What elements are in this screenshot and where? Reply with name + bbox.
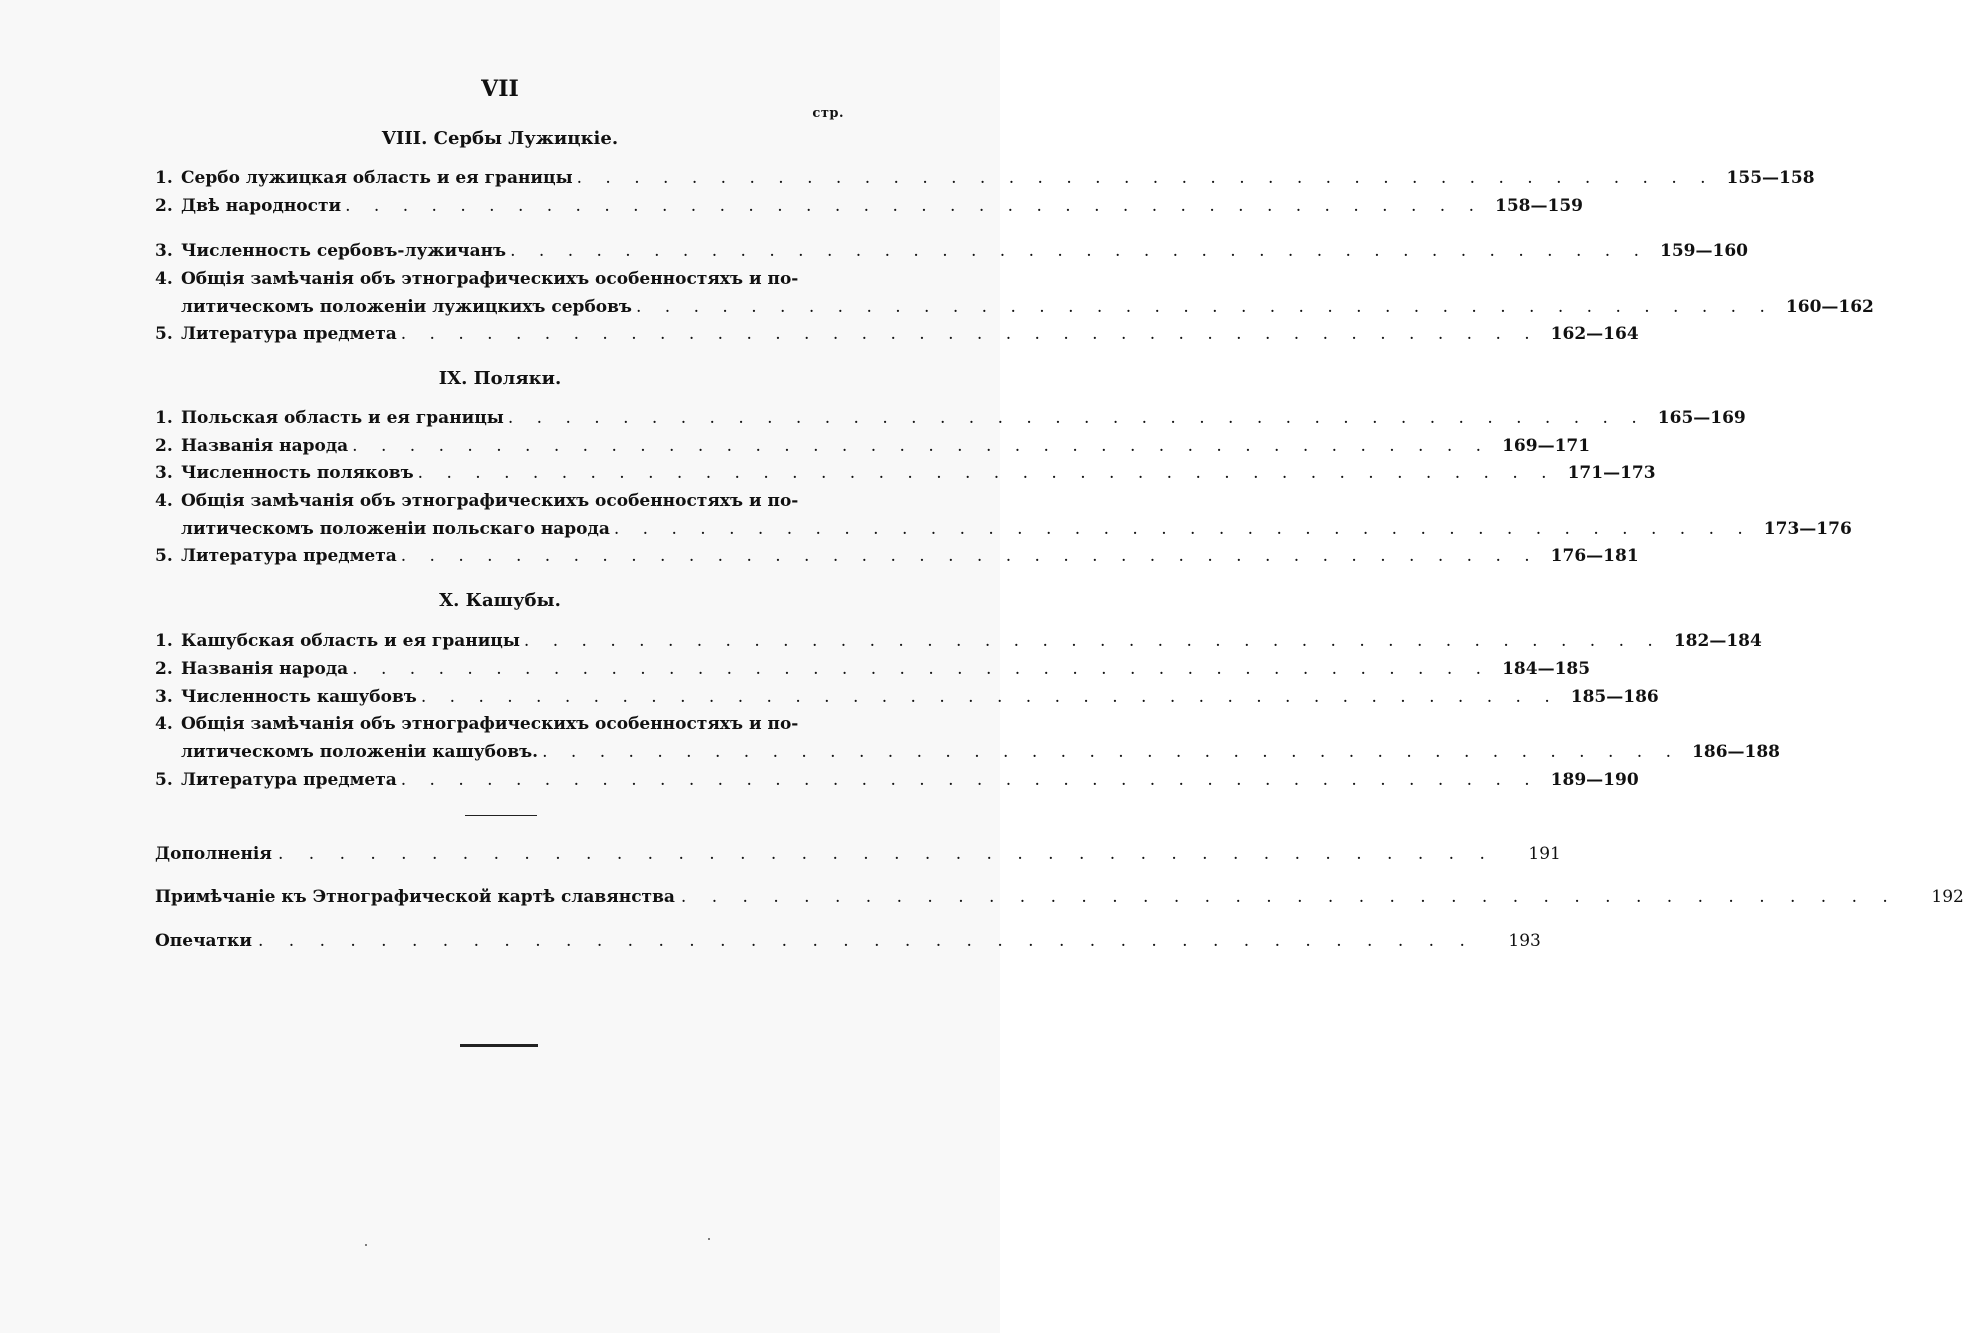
scan-speck (708, 1238, 710, 1240)
toc-entry[interactable] (155, 238, 1748, 264)
entry-label: Названія народа (181, 436, 349, 456)
entry-pages: 165—169 (1657, 408, 1746, 428)
dot-leader: . . . . . . . . . . . . . . . . . . . . . . . . . . . . . . . . . . . . . . . . (635, 297, 1774, 317)
entry-number: 2. (155, 196, 173, 216)
entry-label: литическомъ положеніи кашубовъ. (181, 742, 539, 762)
end-rule (460, 1044, 538, 1047)
toc-entry[interactable] (155, 266, 845, 292)
page-column-label: стр. (812, 106, 844, 121)
supplement-entry[interactable] (155, 883, 1964, 911)
entry-label: Численность сербовъ-лужичанъ (181, 241, 507, 261)
entry-number: 4. (155, 491, 173, 511)
dot-leader: . . . . . . . . . . . . . . . . . . . . . . . . . . . . . . . . . . . . . . . . (352, 436, 1491, 456)
entry-label: Двѣ народности (181, 196, 342, 216)
entry-label: Литература предмета (181, 770, 397, 790)
entry-label: литическомъ положеніи польскаго народа (181, 519, 610, 539)
entry-number: 2. (155, 659, 173, 679)
dot-leader: . . . . . . . . . . . . . . . . . . . . . . . . . . . . . . . . . . . . . . . . (345, 196, 1483, 216)
entry-pages: 160—162 (1785, 297, 1874, 317)
dot-leader: . . . . . . . . . . . . . . . . . . . . . . . . . . . . . . . . . . . . . . . . (277, 844, 1495, 864)
entry-number: 1. (155, 631, 173, 651)
toc-entry[interactable] (155, 165, 1815, 191)
entry-pages: 184—185 (1502, 659, 1591, 679)
entry-label: Названія народа (181, 659, 349, 679)
dot-leader: . . . . . . . . . . . . . . . . . . . . . . . . . . . . . . . . . . . . . . . . (400, 546, 1539, 566)
toc-entry[interactable] (155, 543, 1639, 569)
separator-rule (465, 815, 537, 816)
supplement-entry[interactable] (155, 927, 1541, 955)
toc-entry-continuation[interactable] (181, 739, 1781, 765)
toc-entry[interactable] (155, 684, 1659, 710)
scan-speck (365, 1244, 367, 1246)
entry-number: 2. (155, 436, 173, 456)
entry-label: Польская область и ея границы (181, 408, 504, 428)
entry-label: Численность поляковъ (181, 463, 414, 483)
entry-number: 1. (155, 168, 173, 188)
entry-label: Литература предмета (181, 546, 397, 566)
dot-leader: . . . . . . . . . . . . . . . . . . . . . . . . . . . . . . . . . . . . . . . . (420, 687, 1559, 707)
entry-pages: 171—173 (1567, 463, 1656, 483)
dot-leader: . . . . . . . . . . . . . . . . . . . . . . . . . . . . . . . . . . . . . . . . (417, 463, 1556, 483)
entry-number: 5. (155, 324, 173, 344)
section-title-ix: IX. Поляки. (438, 368, 562, 389)
toc-entry[interactable] (155, 460, 1656, 486)
entry-pages: 169—171 (1502, 436, 1591, 456)
entry-label: Литература предмета (181, 324, 397, 344)
dot-leader: . . . . . . . . . . . . . . . . . . . . . . . . . . . . . . . . . . . . . . . . (257, 931, 1475, 951)
dot-leader: . . . . . . . . . . . . . . . . . . . . . . . . . . . . . . . . . . . . . . . . (613, 519, 1752, 539)
entry-pages: 189—190 (1550, 770, 1639, 790)
entry-label: Опечатки (155, 931, 252, 951)
toc-entry[interactable] (155, 405, 1746, 431)
page-number: VII (481, 76, 519, 102)
entry-label: Сербо лужицкая область и ея границы (181, 168, 573, 188)
entry-pages: 162—164 (1550, 324, 1639, 344)
toc-entry[interactable] (155, 628, 1762, 654)
dot-leader: . . . . . . . . . . . . . . . . . . . . . . . . . . . . . . . . . . . . . . . . (576, 168, 1715, 188)
dot-leader: . . . . . . . . . . . . . . . . . . . . . . . . . . . . . . . . . . . . . . . . (352, 659, 1491, 679)
entry-pages: 159—160 (1660, 241, 1748, 261)
entry-pages: 173—176 (1763, 519, 1852, 539)
dot-leader: . . . . . . . . . . . . . . . . . . . . . . . . . . . . . . . . . . . . . . . . (507, 408, 1646, 428)
entry-label: Общія замѣчанія объ этнографическихъ особенностяхъ и по- (181, 491, 799, 511)
toc-entry-continuation[interactable] (181, 516, 1852, 542)
entry-label: Общія замѣчанія объ этнографическихъ особенностяхъ и по- (181, 269, 799, 289)
entry-number: 4. (155, 269, 173, 289)
entry-pages: 186—188 (1692, 742, 1781, 762)
entry-label: Кашубская область и ея границы (181, 631, 520, 651)
dot-leader: . . . . . . . . . . . . . . . . . . . . . . . . . . . . . . . . . . . . . . . . (523, 631, 1662, 651)
dot-leader: . . . . . . . . . . . . . . . . . . . . . . . . . . . . . . . . . . . . . . . . (400, 324, 1539, 344)
toc-entry-continuation[interactable] (181, 294, 1874, 320)
entry-label: литическомъ положеніи лужицкихъ сербовъ (181, 297, 632, 317)
entry-pages: 192 (1931, 887, 1964, 907)
dot-leader: . . . . . . . . . . . . . . . . . . . . . . . . . . . . . . . . . . . . . . . . (680, 887, 1898, 907)
toc-entry[interactable] (155, 656, 1591, 682)
entry-label: Общія замѣчанія объ этнографическихъ особенностяхъ и по- (181, 714, 799, 734)
entry-number: 5. (155, 546, 173, 566)
toc-entry[interactable] (155, 433, 1591, 459)
entry-pages: 158—159 (1495, 196, 1583, 216)
entry-pages: 185—186 (1570, 687, 1659, 707)
entry-number: 5. (155, 770, 173, 790)
entry-pages: 193 (1508, 931, 1541, 951)
entry-label: Дополненія (155, 844, 272, 864)
entry-label: Примѣчаніе къ Этнографической картѣ славянства (155, 887, 675, 907)
toc-entry[interactable] (155, 711, 845, 737)
entry-label: Численность кашубовъ (181, 687, 417, 707)
toc-entry[interactable] (155, 767, 1639, 793)
entry-pages: 182—184 (1673, 631, 1762, 651)
entry-number: 1. (155, 408, 173, 428)
toc-entry[interactable] (155, 488, 845, 514)
entry-number: 4. (155, 714, 173, 734)
entry-pages: 176—181 (1550, 546, 1639, 566)
entry-number: 3. (155, 463, 173, 483)
toc-entry[interactable] (155, 321, 1639, 347)
dot-leader: . . . . . . . . . . . . . . . . . . . . . . . . . . . . . . . . . . . . . . . . (542, 742, 1681, 762)
supplement-entry[interactable] (155, 840, 1561, 868)
dot-leader: . . . . . . . . . . . . . . . . . . . . . . . . . . . . . . . . . . . . . . . . (400, 770, 1539, 790)
entry-number: 3. (155, 241, 173, 261)
entry-number: 3. (155, 687, 173, 707)
section-title-viii: VIII. Сербы Лужицкіе. (381, 128, 619, 149)
section-title-x: X. Кашубы. (439, 590, 561, 611)
entry-pages: 155—158 (1726, 168, 1815, 188)
toc-entry[interactable] (155, 193, 1583, 219)
dot-leader: . . . . . . . . . . . . . . . . . . . . . . . . . . . . . . . . . . . . . . . . (510, 241, 1648, 261)
entry-pages: 191 (1528, 844, 1561, 864)
